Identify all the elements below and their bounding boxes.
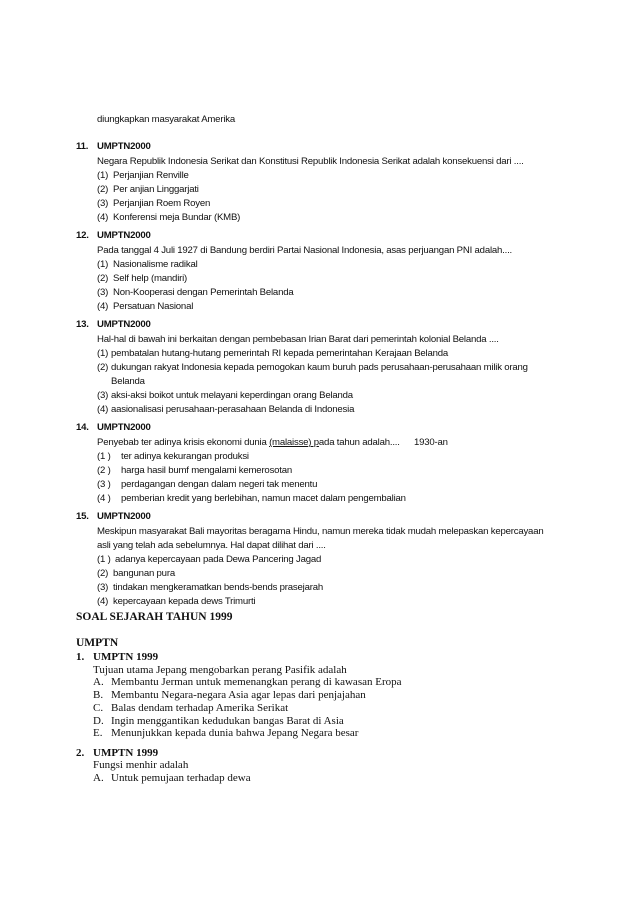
option-text: tindakan mengkeramatkan bends-bends prasejarah: [113, 582, 323, 593]
subsection-title: UMPTN: [76, 637, 119, 649]
question-text: Negara Republik Indonesia Serikat dan Konstitusi Republik Indonesia Serikat adalah konsekuensi dari ....: [97, 156, 524, 167]
question-text-tail: 1930-an: [414, 437, 448, 448]
option-label: (4): [97, 404, 109, 415]
option-text: pembatalan hutang-hutang pemerintah RI kepada pemerintahan Kerajaan Belanda: [111, 348, 449, 359]
option-text-continued: Belanda: [111, 376, 145, 387]
option-label: (3): [97, 582, 109, 593]
option-label: (3): [97, 287, 109, 298]
option-text: Persatuan Nasional: [113, 301, 194, 312]
option-text: Menunjukkan kepada dunia bahwa Jepang Negara besar: [111, 727, 359, 739]
option-text: Per anjian Linggarjati: [113, 184, 199, 195]
option-text: aasionalisasi perusahaan-perasahaan Belanda di Indonesia: [111, 404, 355, 415]
option-label: (1 ): [97, 451, 111, 462]
option-label: (3 ): [97, 479, 111, 490]
option-text: aksi-aksi boikot untuk melayani keperdingan orang Belanda: [111, 390, 353, 401]
option-label: (1): [97, 348, 109, 359]
option-text: Konferensi meja Bundar (KMB): [113, 212, 241, 223]
section-title: SOAL SEJARAH TAHUN 1999: [76, 611, 233, 623]
question-source: UMPTN 1999: [93, 651, 159, 663]
question-text: Meskipun masyarakat Bali mayoritas beragama Hindu, namun mereka tidak mudah melepaskan kepercayaan: [97, 526, 544, 537]
option-text: Ingin menggantikan kedudukan bangas Barat di Asia: [111, 715, 344, 727]
option-label: D.: [93, 715, 104, 727]
option-label: A.: [93, 772, 104, 784]
option-label: C.: [93, 702, 104, 714]
question-text-part: ada tahun adalah....: [318, 437, 400, 448]
question-number: 14.: [76, 422, 89, 433]
option-text: Self help (mandiri): [113, 273, 188, 284]
question-number: 15.: [76, 511, 89, 522]
option-label: A.: [93, 676, 104, 688]
question-text: Tujuan utama Jepang mengobarkan perang Pasifik adalah: [93, 664, 347, 676]
option-label: B.: [93, 689, 104, 701]
option-text: Perjanjian Renville: [113, 170, 189, 181]
question-source: UMPTN2000: [97, 230, 151, 241]
option-label: (1): [97, 170, 109, 181]
question-text: [97, 436, 400, 449]
option-text: kepercayaan kepada dews Trimurti: [113, 596, 256, 607]
question-number: 11.: [76, 141, 89, 152]
option-text: Membantu Negara-negara Asia agar lepas dari penjajahan: [111, 689, 366, 701]
option-label: (1): [97, 259, 109, 270]
option-label: (4): [97, 301, 109, 312]
option-label: (1 ): [97, 554, 111, 565]
question-number: 13.: [76, 319, 89, 330]
option-text: pemberian kredit yang berlebihan, namun macet dalam pengembalian: [121, 493, 406, 504]
question-source: UMPTN2000: [97, 511, 151, 522]
option-text: Untuk pemujaan terhadap dewa: [111, 772, 251, 784]
option-text: Non-Kooperasi dengan Pemerintah Belanda: [113, 287, 294, 298]
option-text: dukungan rakyat Indonesia kepada pemogokan kaum buruh pads perusahaan-perusahaan milik orang: [111, 362, 528, 373]
option-label: (4): [97, 212, 109, 223]
option-text: perdagangan dengan dalam negeri tak menentu: [121, 479, 318, 490]
question-source: UMPTN2000: [97, 319, 151, 330]
option-text: Nasionalisme radikal: [113, 259, 198, 270]
option-text: Membantu Jerman untuk memenangkan perang di kawasan Eropa: [111, 676, 402, 688]
option-text: Perjanjian Roem Royen: [113, 198, 211, 209]
underlined-term: (malaisse) p: [269, 437, 319, 448]
option-label: (4 ): [97, 493, 111, 504]
option-text: harga hasil bumf mengalami kemerosotan: [121, 465, 293, 476]
option-label: E.: [93, 727, 103, 739]
option-label: (3): [97, 390, 109, 401]
option-text: bangunan pura: [113, 568, 175, 579]
question-text-part: Penyebab ter adinya krisis ekonomi dunia: [97, 437, 270, 448]
option-label: (2 ): [97, 465, 111, 476]
question-number: 12.: [76, 230, 89, 241]
question-text: Pada tanggal 4 Juli 1927 di Bandung berdiri Partai Nasional Indonesia, asas perjuangan PNI adalah....: [97, 245, 513, 256]
option-label: (4): [97, 596, 109, 607]
option-text: ter adinya kekurangan produksi: [121, 451, 249, 462]
option-label: (2): [97, 184, 109, 195]
continued-text: diungkapkan masyarakat Amerika: [97, 114, 235, 125]
question-text: Hal-hal di bawah ini berkaitan dengan pembebasan Irian Barat dari pemerintah kolonial Belanda ....: [97, 334, 499, 345]
question-number: 1.: [76, 651, 85, 663]
question-text-continued: asli yang telah ada sebelumnya. Hal dapat dilihat dari ....: [97, 540, 326, 551]
question-source: UMPTN2000: [97, 141, 151, 152]
option-text: Balas dendam terhadap Amerika Serikat: [111, 702, 289, 714]
question-number: 2.: [76, 747, 85, 759]
option-label: (2): [97, 273, 109, 284]
option-label: (2): [97, 568, 109, 579]
option-label: (3): [97, 198, 109, 209]
option-label: (2): [97, 362, 109, 373]
option-text: adanya kepercayaan pada Dewa Pancering Jagad: [115, 554, 322, 565]
question-text: Fungsi menhir adalah: [93, 759, 189, 771]
question-source: UMPTN 1999: [93, 747, 159, 759]
question-source: UMPTN2000: [97, 422, 151, 433]
